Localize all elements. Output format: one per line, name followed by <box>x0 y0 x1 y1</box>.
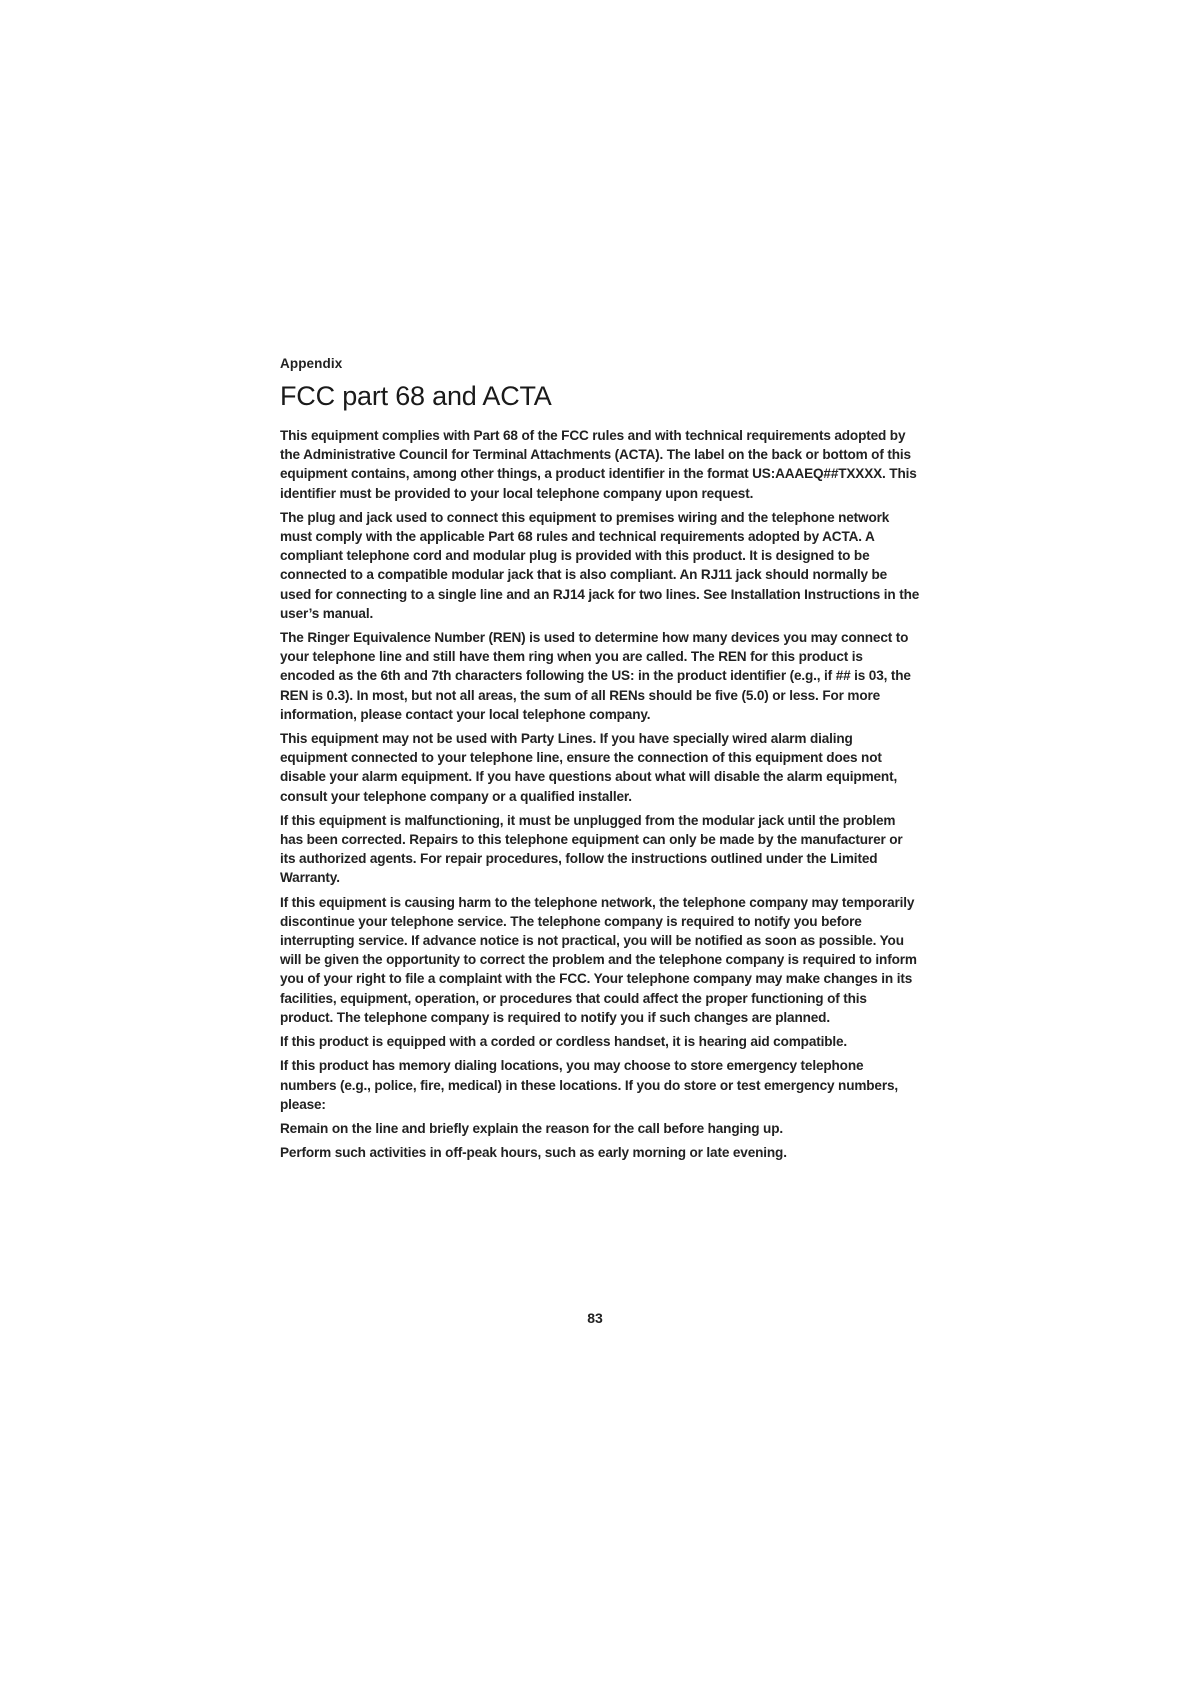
paragraph-off-peak: Perform such activities in off-peak hours, such as early morning or late evening. <box>280 1145 787 1161</box>
paragraph-memory-dialing: If this product has memory dialing locations, you may choose to store emergency telephone numbers (e.g., police, fire, medical) in these locations. If you do store or test emergency numbers, please: <box>280 1058 899 1112</box>
document-page <box>280 356 920 1167</box>
paragraph-ren: The Ringer Equivalence Number (REN) is used to determine how many devices you may connect to your telephone line and still have them ring when you are called. The REN for this product is encoded as the 6th and 7th characters following the US: in the product identifier (e.g., if ## is 03, the REN is 0.3). In most, but not all areas, the sum of all RENs should be five (5.0) or less. For more information, please contact your local telephone company. <box>280 630 911 722</box>
paragraph-party-lines: This equipment may not be used with Party Lines. If you have specially wired alarm dialing equipment connected to your telephone line, ensure the connection of this equipment does not disable your alarm equipment. If you have questions about what will disable the alarm equipment, consult your telephone company or a qualified installer. <box>280 731 898 804</box>
paragraph-compliance: This equipment complies with Part 68 of the FCC rules and with technical requirements adopted by the Administrative Council for Terminal Attachments (ACTA). The label on the back or bottom of this equipment contains, among other things, a product identifier in the format US:AAAEQ##TXXXX. This identifier must be provided to your local telephone company upon request. <box>280 428 917 501</box>
page-title: FCC part 68 and ACTA <box>280 381 552 411</box>
paragraph-network-harm: If this equipment is causing harm to the telephone network, the telephone company may temporarily discontinue your telephone service. The telephone company is required to notify you before interrupting service. If advance notice is not practical, you will be notified as soon as possible. You will be given the opportunity to correct the problem and the telephone company is required to inform you of your right to file a complaint with the FCC. Your telephone company may make changes in its facilities, equipment, operation, or procedures that could affect the proper functioning of this product. The telephone company is required to notify you if such changes are planned. <box>280 894 917 1025</box>
section-label: Appendix <box>280 356 343 371</box>
body-text <box>280 426 920 1162</box>
page-number: 83 <box>587 1310 603 1326</box>
paragraph-remain-on-line: Remain on the line and briefly explain the reason for the call before hanging up. <box>280 1120 783 1136</box>
paragraph-hearing-aid: If this product is equipped with a corded or cordless handset, it is hearing aid compatible. <box>280 1034 848 1050</box>
paragraph-malfunction: If this equipment is malfunctioning, it must be unplugged from the modular jack until the problem has been corrected. Repairs to this telephone equipment can only be made by the manufacturer or its authorized agents. For repair procedures, follow the instructions outlined under the Limited Warranty. <box>280 812 903 886</box>
paragraph-plug-jack: The plug and jack used to connect this equipment to premises wiring and the telephone network must comply with the applicable Part 68 rules and technical requirements adopted by ACTA. A compliant telephone cord and modular plug is provided with this product. It is designed to be connected to a compatible modular jack that is also compliant. An RJ11 jack should normally be used for connecting to a single line and an RJ14 jack for two lines. See Installation Instructions in the user’s manual. <box>280 509 920 621</box>
